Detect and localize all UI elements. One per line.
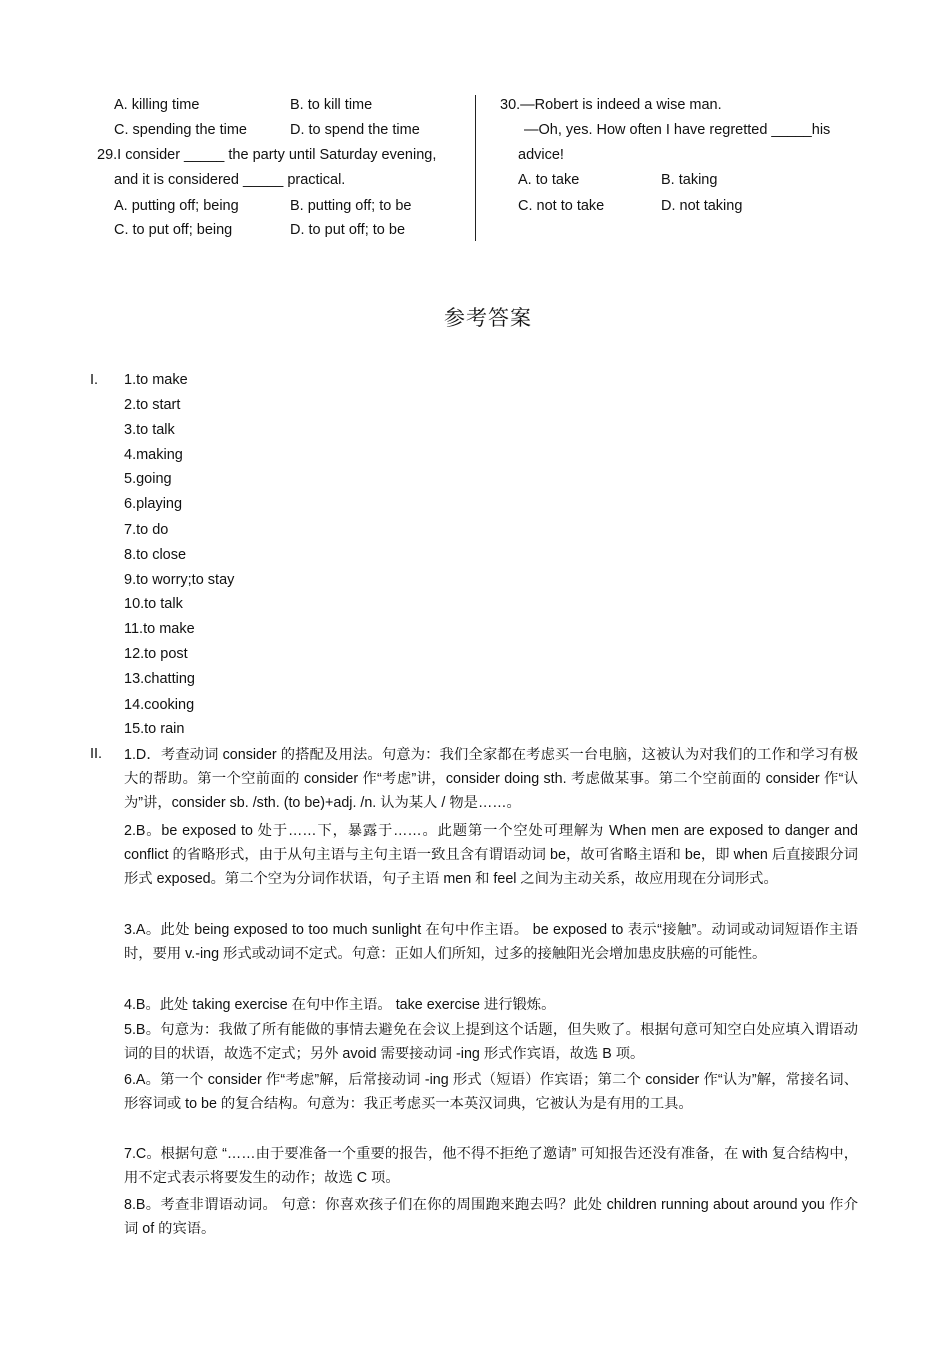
list-item: 4.making [124, 447, 183, 463]
list-item: 10.to talk [124, 596, 183, 612]
answers-title: 参考答案 [444, 306, 532, 330]
answer-note-4: 4.B。此处 taking exercise 在句中作主语。 take exercise 进行锻炼。 [124, 997, 556, 1013]
answer-note-2: 2.B。be exposed to 处于……下，暴露于……。此题第一个空处可理解为 When men are exposed to danger and conflict 的省略形式，由于从句主语与主句主语一致且含有谓语动词 be，故可省略主语和 be，即 when 后直接跟分词形式 exposed。第二个空为分词作状语，句子主语 men 和 feel 之间为主动关系，故应用现在分词形式。 [124, 823, 858, 887]
list-item: 14.cooking [124, 697, 195, 713]
answer-note-8: 8.B。考查非谓语动词。 句意：你喜欢孩子们在你的周围跑来跑去吗？此处 children running about around you 作介词 of 的宾语。 [124, 1197, 858, 1237]
section1-label: I. [90, 372, 99, 388]
q29-stem-line1: 29.I consider _____ the party until Saturday evening, [97, 147, 437, 163]
list-item: 12.to post [124, 646, 188, 662]
q28-option-a: A. killing time [114, 97, 200, 113]
q30-option-b: B. taking [661, 172, 718, 188]
answer-note-6: 6.A。第一个 consider 作“考虑”解，后常接动词 -ing 形式（短语）作宾语；第二个 consider 作“认为”解，常接名词、形容词或 to be 的复合结构。句意为：我正考虑买一本英汉词典，它被认为是有用的工具。 [124, 1072, 858, 1112]
list-item: 3.to talk [124, 422, 175, 438]
answer-note-7: 7.C。根据句意 “……由于要准备一个重要的报告，他不得不拒绝了邀请” 可知报告还没有准备，在 with 复合结构中，用不定式表示将要发生的动作；故选 C 项。 [124, 1146, 858, 1186]
list-item: 2.to start [124, 397, 181, 413]
list-item: 1.to make [124, 372, 188, 388]
answer-note-1: 1.D．考查动词 consider 的搭配及用法。句意为：我们全家都在考虑买一台电脑，这被认为对我们的工作和学习有极大的帮助。第一个空前面的 consider 作“考虑”讲，consider doing sth. 考虑做某事。第二个空前面的 consider 作“认为”讲，consider sb. /sth. (to be)+adj. /n. 认为某人 / 物是……。 [124, 747, 858, 811]
q29-option-b: B. putting off; to be [290, 198, 412, 214]
q30-stem-line2: —Oh, yes. How often I have regretted _____his [524, 122, 831, 138]
q29-option-c: C. to put off; being [114, 222, 233, 238]
list-item: 8.to close [124, 547, 187, 563]
list-item: 5.going [124, 471, 172, 487]
q30-stem-line1: 30.—Robert is indeed a wise man. [500, 97, 722, 113]
q30-option-d: D. not taking [661, 198, 743, 214]
list-item: 6.playing [124, 496, 183, 512]
column-divider [475, 95, 476, 241]
list-item: 13.chatting [124, 671, 195, 687]
list-item: 9.to worry;to stay [124, 572, 235, 588]
q29-option-a: A. putting off; being [114, 198, 239, 214]
answer-note-5: 5.B。句意为：我做了所有能做的事情去避免在会议上提到这个话题，但失败了。根据句意可知空白处应填入谓语动词的目的状语，故选不定式；另外 avoid 需要接动词 -ing 形式作宾语，故选 B 项。 [124, 1022, 858, 1062]
list-item: 15.to rain [124, 721, 185, 737]
q30-stem-line3: advice! [518, 147, 564, 163]
list-item: 7.to do [124, 522, 169, 538]
q30-option-c: C. not to take [518, 198, 605, 214]
q29-stem-line2: and it is considered _____ practical. [114, 172, 346, 188]
list-item: 11.to make [124, 621, 195, 637]
section2-label: II. [90, 746, 103, 762]
answer-note-3: 3.A。此处 being exposed to too much sunlight 在句中作主语。 be exposed to 表示“接触”。动词或动词短语作主语时，要用 v.-ing 形式或动词不定式。句意：正如人们所知，过多的接触阳光会增加患皮肤癌的可能性。 [124, 922, 858, 962]
q29-option-d: D. to put off; to be [290, 222, 406, 238]
q28-option-b: B. to kill time [290, 97, 373, 113]
q30-option-a: A. to take [518, 172, 580, 188]
q28-option-d: D. to spend the time [290, 122, 420, 138]
q28-option-c: C. spending the time [114, 122, 247, 138]
